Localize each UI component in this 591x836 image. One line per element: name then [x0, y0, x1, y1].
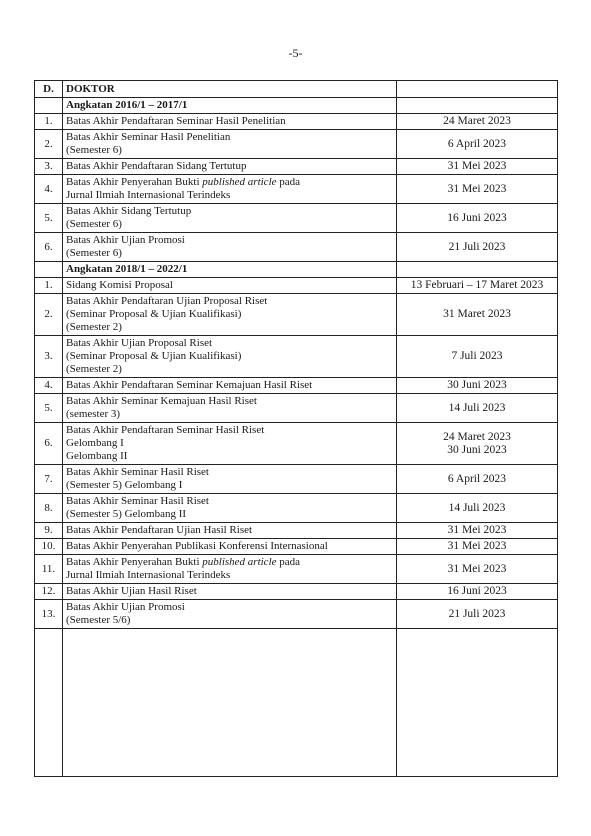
- date-line: 31 Mei 2023: [447, 524, 507, 536]
- section-empty-cell: [397, 262, 558, 278]
- date-line: 14 Juli 2023: [448, 501, 506, 514]
- description-line: Batas Akhir Pendaftaran Seminar Hasil Penelitian: [66, 115, 286, 127]
- description-line: (Semester 6): [66, 218, 122, 230]
- row-description: [63, 465, 397, 494]
- row-date: [397, 175, 558, 204]
- description-line: Batas Akhir Seminar Hasil Riset: [66, 466, 209, 478]
- table-row: [35, 539, 558, 555]
- table-row: [35, 494, 558, 523]
- table-row: [35, 233, 558, 262]
- row-date: [397, 423, 558, 465]
- row-number: 1.: [35, 114, 63, 130]
- section-header-row: [35, 98, 558, 114]
- description-line: [66, 569, 393, 582]
- table-row: [35, 336, 558, 378]
- row-date: [397, 114, 558, 130]
- date-line: 6 April 2023: [447, 472, 507, 485]
- row-description: [63, 584, 397, 600]
- description-line: Batas Akhir Pendaftaran Sidang Tertutup: [66, 160, 247, 172]
- row-date: [397, 233, 558, 262]
- description-italic-text: published article: [202, 556, 277, 568]
- date-line: 31 Mei 2023: [447, 540, 507, 552]
- description-line: [66, 556, 393, 569]
- row-description: [63, 378, 397, 394]
- row-date: [397, 204, 558, 233]
- section-number-cell: [35, 98, 63, 114]
- row-date: [397, 465, 558, 494]
- table-row: [35, 204, 558, 233]
- table-row: [35, 175, 558, 204]
- section-title: Angkatan 2018/1 – 2022/1: [63, 262, 397, 278]
- description-line: (Semester 2): [66, 321, 122, 333]
- row-number: 4.: [35, 175, 63, 204]
- description-line: Batas Akhir Seminar Hasil Riset: [66, 495, 209, 507]
- row-description: [63, 130, 397, 159]
- row-number: 13.: [35, 600, 63, 629]
- row-description: [63, 555, 397, 584]
- row-date: [397, 539, 558, 555]
- date-line: 31 Mei 2023: [447, 182, 507, 195]
- row-date: [397, 378, 558, 394]
- section-title: Angkatan 2016/1 – 2017/1: [63, 98, 397, 114]
- row-number: 5.: [35, 204, 63, 233]
- row-number: 5.: [35, 394, 63, 423]
- description-line: Batas Akhir Pendaftaran Ujian Hasil Riset: [66, 524, 253, 536]
- description-text: pada: [276, 556, 301, 568]
- description-text: Jurnal Ilmiah Internasional Terindeks: [66, 569, 231, 581]
- row-number: 11.: [35, 555, 63, 584]
- row-number: 6.: [35, 423, 63, 465]
- table-row: [35, 394, 558, 423]
- description-line: Batas Akhir Pendaftaran Seminar Kemajuan Hasil Riset: [66, 379, 313, 391]
- row-date: [397, 294, 558, 336]
- date-line: 24 Maret 2023: [443, 430, 511, 443]
- date-line: 31 Mei 2023: [447, 160, 507, 172]
- empty-filler-row: [35, 629, 558, 777]
- description-line: Gelombang II: [66, 450, 128, 462]
- description-line: Batas Akhir Penyerahan Publikasi Konferensi Internasional: [66, 540, 328, 552]
- date-line: 30 Juni 2023: [447, 379, 507, 391]
- description-text: Jurnal Ilmiah Internasional Terindeks: [66, 189, 231, 201]
- table-row: [35, 294, 558, 336]
- date-line: 31 Maret 2023: [443, 308, 511, 320]
- description-line: (Semester 5) Gelombang I: [66, 479, 183, 491]
- table-header-row: [35, 81, 558, 98]
- description-text: Batas Akhir Penyerahan Bukti: [66, 556, 203, 568]
- table-row: [35, 555, 558, 584]
- row-description: [63, 294, 397, 336]
- row-description: [63, 114, 397, 130]
- date-line: 21 Juli 2023: [448, 607, 506, 620]
- row-number: 8.: [35, 494, 63, 523]
- row-number: 1.: [35, 278, 63, 294]
- filler-cell: [63, 629, 397, 777]
- description-line: (Semester 6): [66, 247, 122, 259]
- description-line: Batas Akhir Pendaftaran Seminar Hasil Riset: [66, 424, 265, 436]
- description-line: Batas Akhir Ujian Promosi: [66, 234, 185, 246]
- description-line: Batas Akhir Ujian Promosi: [66, 601, 185, 613]
- row-number: 3.: [35, 159, 63, 175]
- table-row: [35, 159, 558, 175]
- section-empty-cell: [397, 98, 558, 114]
- table-row: [35, 523, 558, 539]
- filler-cell: [35, 629, 63, 777]
- date-line: 16 Juni 2023: [447, 585, 507, 597]
- row-date: [397, 394, 558, 423]
- row-number: 9.: [35, 523, 63, 539]
- header-number: D.: [35, 81, 63, 98]
- page-number: -5-: [288, 46, 303, 60]
- row-number: 2.: [35, 294, 63, 336]
- row-description: [63, 278, 397, 294]
- schedule-table: [34, 80, 558, 777]
- row-description: [63, 600, 397, 629]
- date-line: 7 Juli 2023: [451, 350, 503, 362]
- row-date: [397, 494, 558, 523]
- description-line: Gelombang I: [66, 437, 124, 449]
- schedule-table-body: [35, 81, 558, 777]
- date-line: 14 Juli 2023: [448, 401, 506, 414]
- description-line: (Seminar Proposal & Ujian Kualifikasi): [66, 350, 242, 362]
- description-line: Batas Akhir Seminar Kemajuan Hasil Riset: [66, 395, 257, 407]
- description-line: [66, 189, 393, 202]
- table-row: [35, 584, 558, 600]
- row-date: [397, 555, 558, 584]
- description-line: (Semester 6): [66, 144, 122, 156]
- date-line: 31 Mei 2023: [447, 562, 507, 575]
- row-number: 3.: [35, 336, 63, 378]
- row-description: [63, 336, 397, 378]
- row-description: [63, 175, 397, 204]
- date-line: 6 April 2023: [447, 137, 507, 150]
- table-row: [35, 130, 558, 159]
- row-description: [63, 423, 397, 465]
- date-line: 24 Maret 2023: [443, 115, 511, 127]
- row-description: [63, 159, 397, 175]
- table-row: [35, 114, 558, 130]
- description-line: Batas Akhir Ujian Proposal Riset: [66, 337, 213, 349]
- row-number: 7.: [35, 465, 63, 494]
- description-line: [66, 176, 393, 189]
- description-line: Sidang Komisi Proposal: [66, 279, 173, 291]
- date-line: 16 Juni 2023: [447, 211, 507, 224]
- description-line: (Semester 5) Gelombang II: [66, 508, 187, 520]
- row-number: 6.: [35, 233, 63, 262]
- description-line: Batas Akhir Seminar Hasil Penelitian: [66, 131, 231, 143]
- row-description: [63, 494, 397, 523]
- description-line: (Semester 5/6): [66, 614, 131, 626]
- row-number: 4.: [35, 378, 63, 394]
- date-line: 13 Februari – 17 Maret 2023: [410, 279, 544, 291]
- header-empty-cell: [397, 81, 558, 98]
- table-row: [35, 423, 558, 465]
- row-description: [63, 394, 397, 423]
- description-line: (Seminar Proposal & Ujian Kualifikasi): [66, 308, 242, 320]
- description-text: Batas Akhir Penyerahan Bukti: [66, 176, 203, 188]
- row-number: 2.: [35, 130, 63, 159]
- table-row: [35, 600, 558, 629]
- row-date: [397, 278, 558, 294]
- table-row: [35, 465, 558, 494]
- section-header-row: [35, 262, 558, 278]
- description-line: Batas Akhir Pendaftaran Ujian Proposal Riset: [66, 295, 268, 307]
- header-title: DOKTOR: [63, 81, 397, 98]
- table-row: [35, 278, 558, 294]
- row-description: [63, 204, 397, 233]
- row-date: [397, 600, 558, 629]
- description-text: pada: [276, 176, 301, 188]
- row-date: [397, 130, 558, 159]
- description-line: (semester 3): [66, 408, 121, 420]
- row-date: [397, 523, 558, 539]
- table-row: [35, 378, 558, 394]
- description-italic-text: published article: [202, 176, 277, 188]
- description-line: (Semester 2): [66, 363, 122, 375]
- row-description: [63, 539, 397, 555]
- row-date: [397, 159, 558, 175]
- row-description: [63, 523, 397, 539]
- row-description: [63, 233, 397, 262]
- description-line: Batas Akhir Sidang Tertutup: [66, 205, 192, 217]
- row-date: [397, 584, 558, 600]
- description-line: Batas Akhir Ujian Hasil Riset: [66, 585, 197, 597]
- filler-cell: [397, 629, 558, 777]
- row-number: 10.: [35, 539, 63, 555]
- date-line: 30 Juni 2023: [447, 443, 507, 456]
- date-line: 21 Juli 2023: [448, 240, 506, 253]
- row-number: 12.: [35, 584, 63, 600]
- section-number-cell: [35, 262, 63, 278]
- row-date: [397, 336, 558, 378]
